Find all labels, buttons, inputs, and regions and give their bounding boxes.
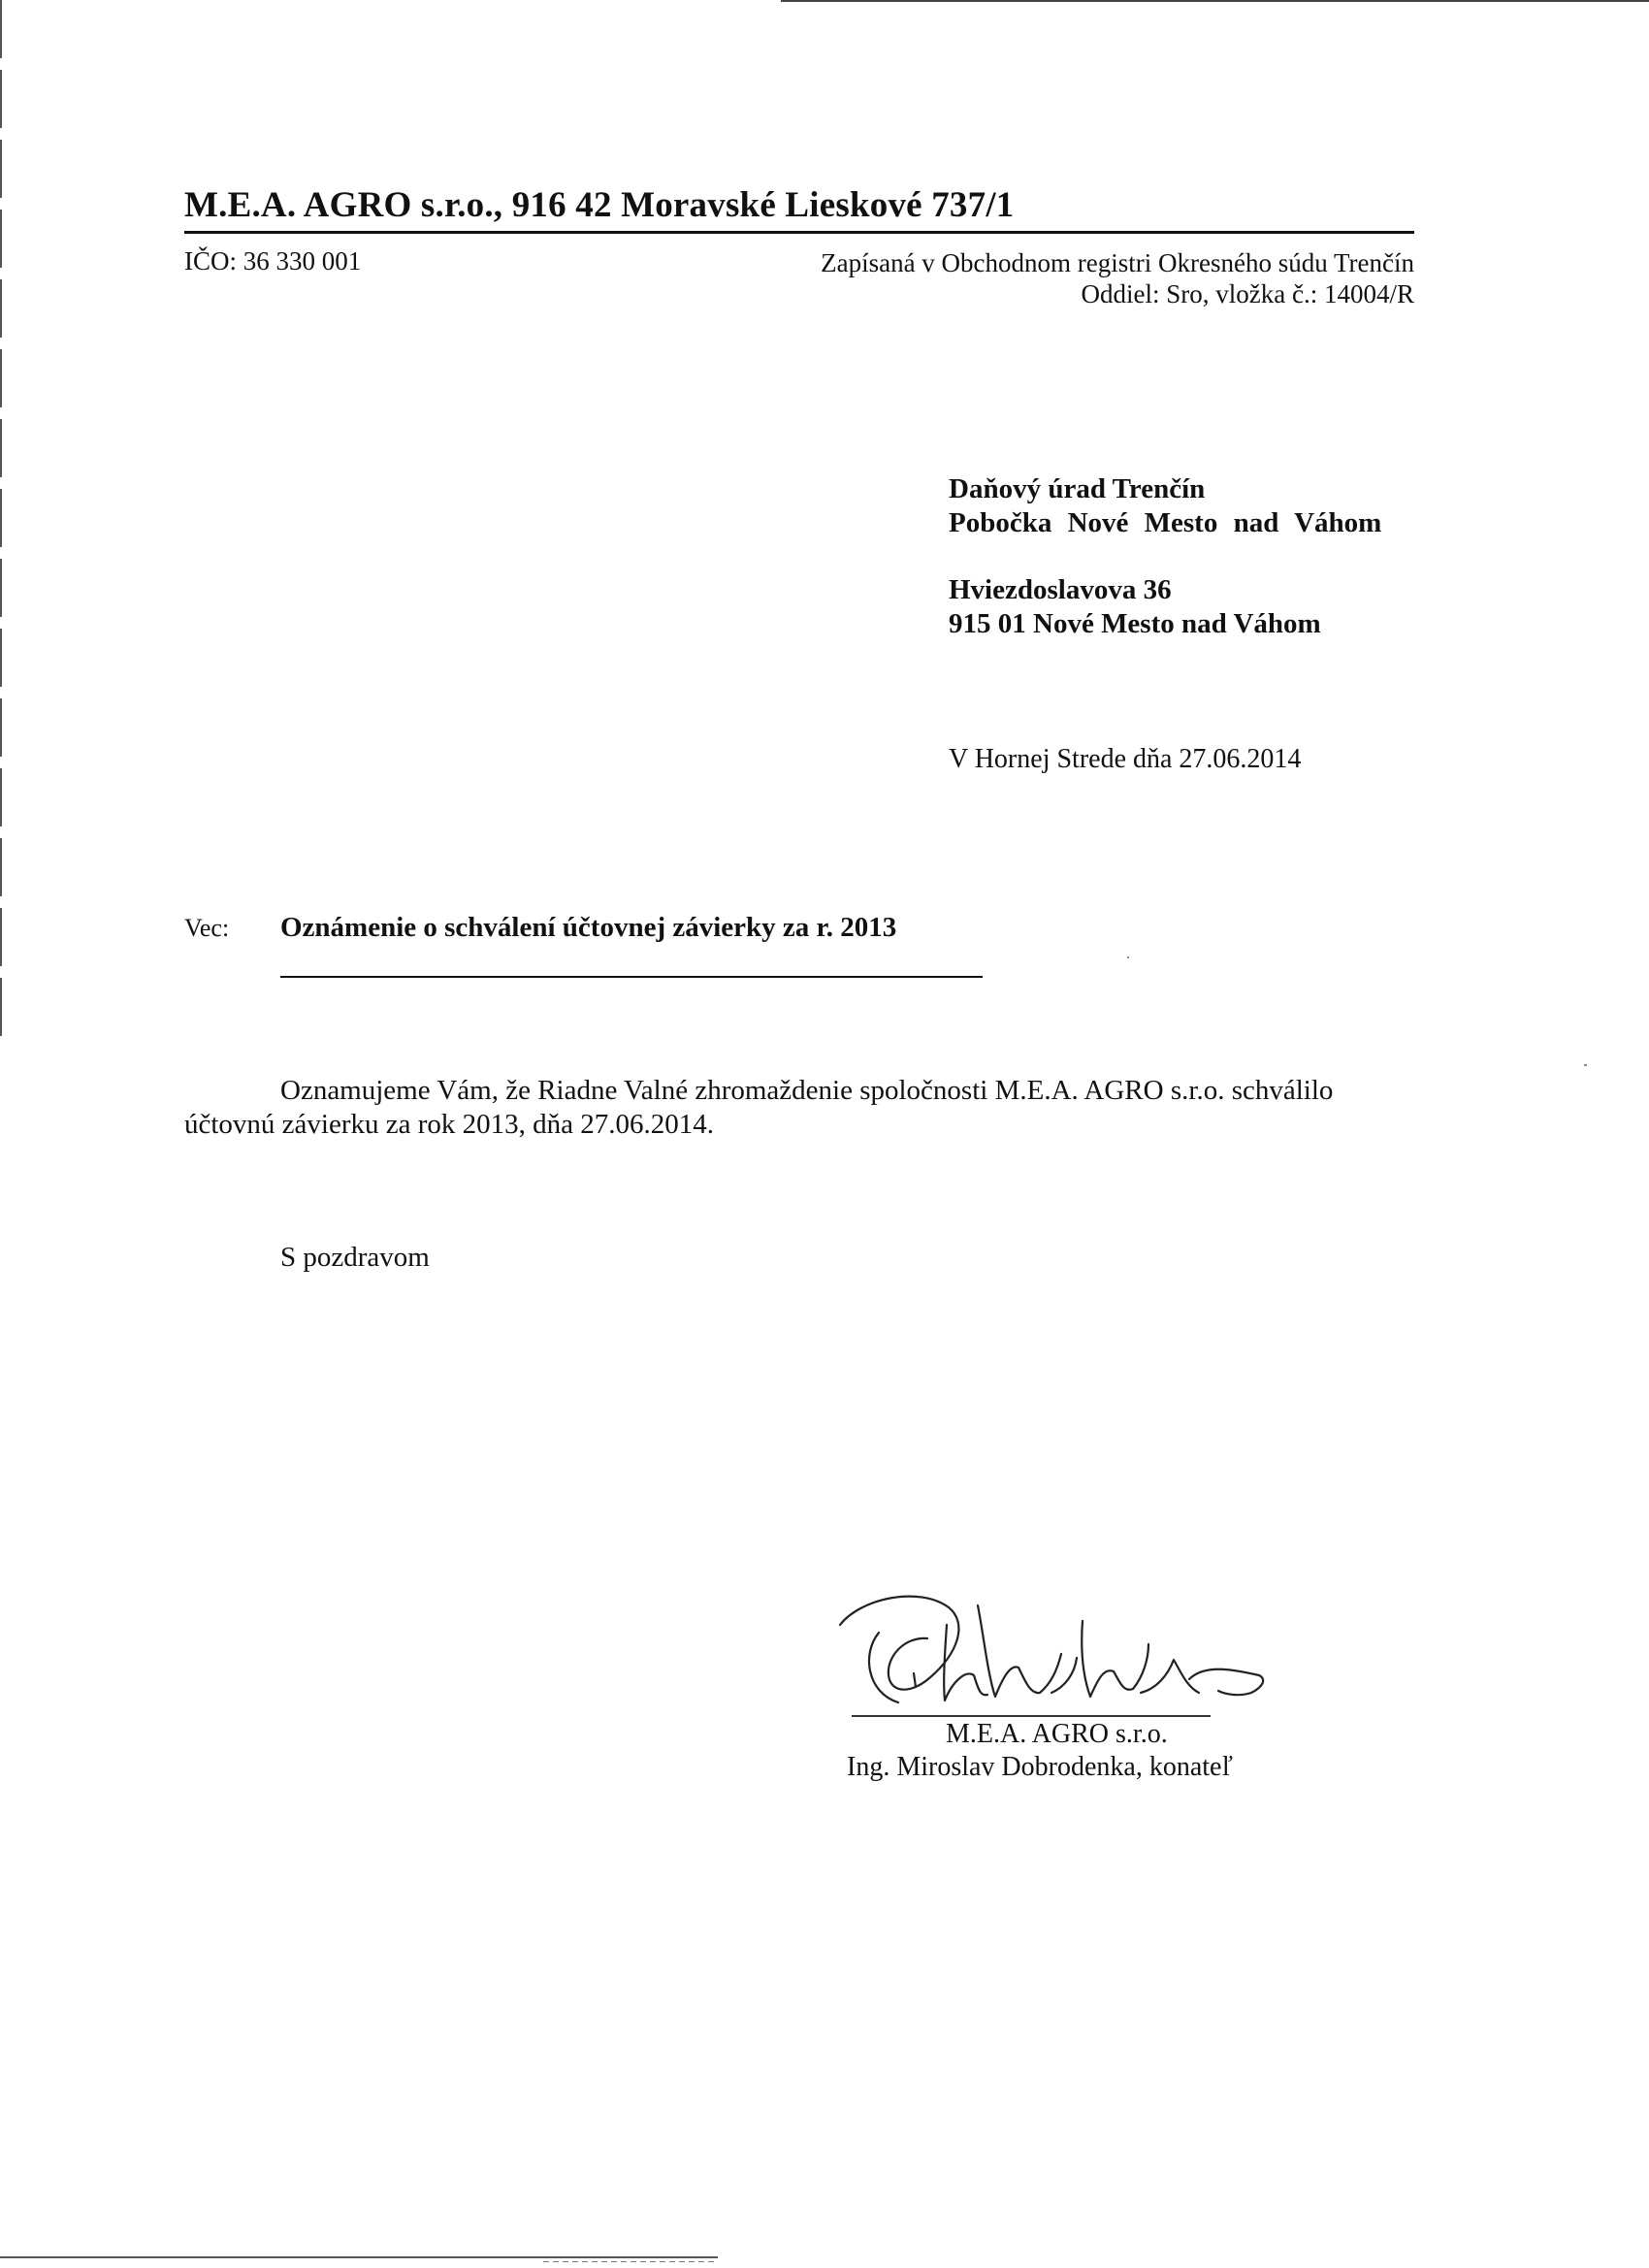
scan-edge-left xyxy=(0,0,2,1048)
recipient-city: 915 01 Nové Mesto nad Váhom xyxy=(949,608,1321,639)
recipient-line1: Daňový úrad Trenčín xyxy=(949,473,1206,504)
date-line: V Hornej Strede dňa 27.06.2014 xyxy=(949,744,1302,774)
signatory-name: Ing. Miroslav Dobrodenka, konateľ xyxy=(847,1752,1233,1782)
recipient-street: Hviezdoslavova 36 xyxy=(949,574,1172,605)
registry-info-line2: Oddiel: Sro, vložka č.: 14004/R xyxy=(1081,279,1414,308)
body-line2: účtovnú závierku za rok 2013, dňa 27.06.2014. xyxy=(184,1109,715,1140)
company-letterhead: M.E.A. AGRO s.r.o., 916 42 Moravské Lieskové 737/1 xyxy=(184,185,1015,225)
subject-text: Oznámenie o schválení účtovnej závierky za r. 2013 xyxy=(280,912,897,943)
scan-speck xyxy=(1584,1064,1587,1066)
registry-info-line1: Zapísaná v Obchodnom registri Okresného súdu Trenčín xyxy=(821,248,1414,277)
greeting: S pozdravom xyxy=(280,1242,430,1273)
recipient-line2: Pobočka Nové Mesto nad Váhom xyxy=(949,507,1382,538)
company-id: IČO: 36 330 001 xyxy=(184,246,362,275)
scan-edge-bottom xyxy=(0,2256,718,2258)
signature-company: M.E.A. AGRO s.r.o. xyxy=(946,1719,1168,1749)
letterhead-rule xyxy=(184,231,1414,234)
scan-edge-bottom-dashed xyxy=(543,2261,718,2262)
body-line1: Oznamujeme Vám, že Riadne Valné zhromaždenie spoločnosti M.E.A. AGRO s.r.o. schválilo xyxy=(280,1075,1334,1106)
subject-label: Vec: xyxy=(184,914,230,942)
scan-speck xyxy=(1127,956,1129,958)
subject-underline xyxy=(280,976,983,978)
handwritten-signature xyxy=(832,1586,1278,1717)
scan-edge-top xyxy=(781,0,1649,2)
signature-line xyxy=(852,1715,1211,1717)
